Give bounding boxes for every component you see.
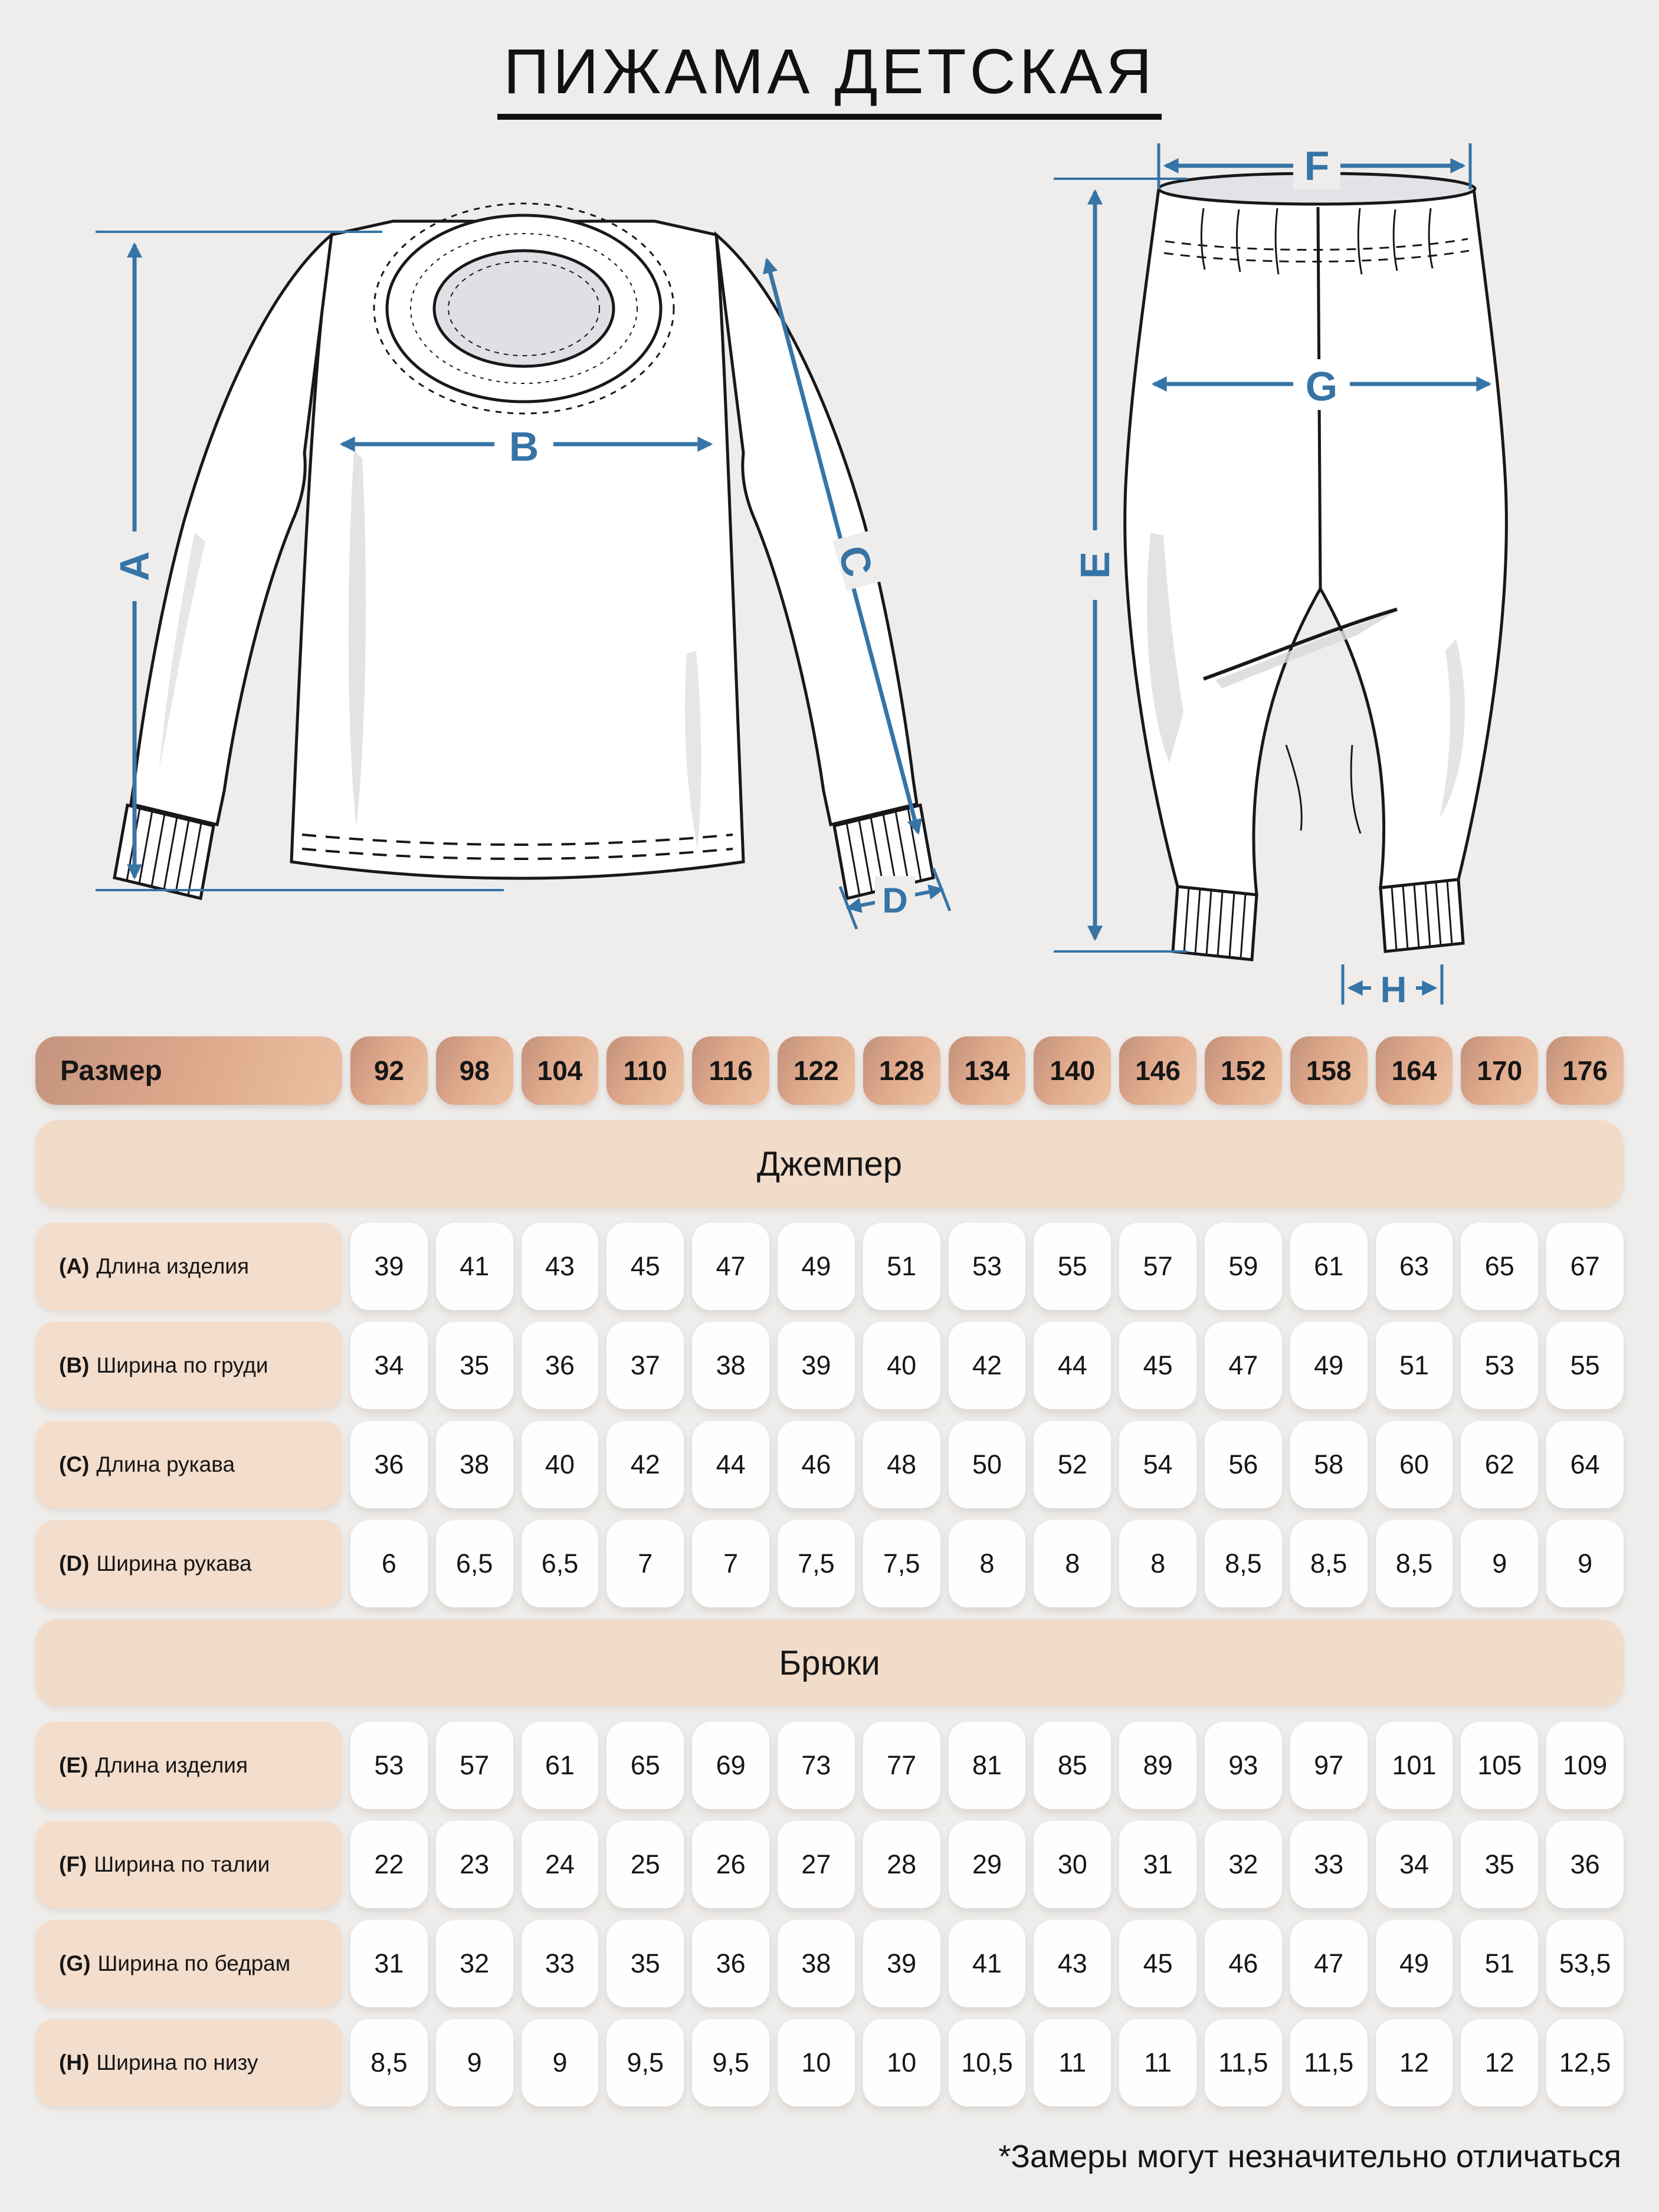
measure-value-cell: 29 xyxy=(949,1821,1026,1908)
size-cell: 110 xyxy=(606,1036,684,1105)
measure-value-cell: 8,5 xyxy=(1376,1520,1453,1607)
measure-value-cell: 44 xyxy=(692,1421,769,1508)
measure-value-cell: 40 xyxy=(522,1421,599,1508)
measure-value-cell: 97 xyxy=(1290,1722,1368,1809)
measure-value-cell: 54 xyxy=(1119,1421,1196,1508)
measure-value-cell: 41 xyxy=(436,1223,513,1310)
measure-label-A: A xyxy=(112,552,158,582)
measure-value-cell: 35 xyxy=(436,1322,513,1409)
measure-label-E: E xyxy=(1072,552,1118,579)
measure-arrow-H xyxy=(1343,963,1442,1005)
measure-value-cell: 47 xyxy=(1205,1322,1282,1409)
measure-label-text: Длина изделия xyxy=(96,1254,250,1279)
measure-value-cell: 34 xyxy=(1376,1821,1453,1908)
measure-value-cell: 11,5 xyxy=(1205,2019,1282,2106)
measure-value-cell: 51 xyxy=(1461,1920,1538,2007)
measure-value-cell: 9 xyxy=(522,2019,599,2106)
table-header-row xyxy=(35,1036,1624,1105)
measure-row-label xyxy=(35,1322,342,1409)
measure-value-cell: 9 xyxy=(436,2019,513,2106)
measure-value-cell: 24 xyxy=(522,1821,599,1908)
measure-label-text: Длина изделия xyxy=(95,1753,248,1778)
measure-value-cell: 8,5 xyxy=(350,2019,428,2106)
section-pants-title: Брюки xyxy=(779,1643,880,1682)
measure-value-cell: 33 xyxy=(522,1920,599,2007)
measure-value-cell: 11 xyxy=(1034,2019,1111,2106)
section-jumper xyxy=(35,1120,1624,1207)
measure-value-cell: 65 xyxy=(1461,1223,1538,1310)
measure-value-cell: 49 xyxy=(1376,1920,1453,2007)
measure-value-cell: 55 xyxy=(1546,1322,1624,1409)
measure-key: (B) xyxy=(59,1353,90,1378)
measure-value-cell: 12 xyxy=(1376,2019,1453,2106)
measure-row xyxy=(35,1520,1624,1607)
measure-key: (E) xyxy=(59,1753,88,1778)
measure-value-cell: 35 xyxy=(1461,1821,1538,1908)
measure-key: (C) xyxy=(59,1452,90,1477)
size-cell: 170 xyxy=(1461,1036,1538,1105)
measure-key: (G) xyxy=(59,1951,91,1976)
size-cell: 116 xyxy=(692,1036,769,1105)
measure-value-cell: 27 xyxy=(778,1821,855,1908)
measure-value-cell: 7 xyxy=(606,1520,684,1607)
measure-value-cell: 59 xyxy=(1205,1223,1282,1310)
measure-value-cell: 38 xyxy=(436,1421,513,1508)
measure-value-cell: 53,5 xyxy=(1546,1920,1624,2007)
size-cell: 128 xyxy=(863,1036,940,1105)
measure-label-text: Ширина по груди xyxy=(96,1353,268,1378)
section-pants xyxy=(35,1619,1624,1706)
measure-value-cell: 11,5 xyxy=(1290,2019,1368,2106)
measure-label-text: Ширина рукава xyxy=(96,1551,252,1576)
measure-row xyxy=(35,1821,1624,1908)
measure-value-cell: 39 xyxy=(778,1322,855,1409)
measure-row xyxy=(35,1920,1624,2007)
size-table xyxy=(35,1036,1624,2106)
measure-value-cell: 31 xyxy=(1119,1821,1196,1908)
measure-label-text: Длина рукава xyxy=(96,1452,235,1477)
measure-value-cell: 37 xyxy=(606,1322,684,1409)
measure-value-cell: 46 xyxy=(1205,1920,1282,2007)
measure-value-cell: 62 xyxy=(1461,1421,1538,1508)
size-cell: 122 xyxy=(778,1036,855,1105)
measure-label-text: Ширина по бедрам xyxy=(97,1951,291,1976)
measure-value-cell: 36 xyxy=(1546,1821,1624,1908)
measure-value-cell: 10,5 xyxy=(949,2019,1026,2106)
measure-value-cell: 105 xyxy=(1461,1722,1538,1809)
measure-value-cell: 42 xyxy=(606,1421,684,1508)
measure-value-cell: 93 xyxy=(1205,1722,1282,1809)
size-cell: 146 xyxy=(1119,1036,1196,1105)
page-title: ПИЖАМА ДЕТСКАЯ xyxy=(497,38,1161,120)
measure-value-cell: 39 xyxy=(863,1920,940,2007)
measure-value-cell: 36 xyxy=(350,1421,428,1508)
measure-value-cell: 41 xyxy=(949,1920,1026,2007)
measure-row xyxy=(35,2019,1624,2106)
measure-value-cell: 8 xyxy=(949,1520,1026,1607)
measure-value-cell: 7 xyxy=(692,1520,769,1607)
jumper-rows xyxy=(35,1223,1624,1607)
measure-value-cell: 49 xyxy=(778,1223,855,1310)
measure-value-cell: 34 xyxy=(350,1322,428,1409)
measure-value-cell: 50 xyxy=(949,1421,1026,1508)
measure-value-cell: 36 xyxy=(692,1920,769,2007)
measure-row-label xyxy=(35,1920,342,2007)
size-header-label: Размер xyxy=(35,1036,342,1105)
measure-label-text: Ширина по талии xyxy=(94,1852,270,1877)
measure-value-cell: 58 xyxy=(1290,1421,1368,1508)
measure-value-cell: 47 xyxy=(1290,1920,1368,2007)
size-cell: 92 xyxy=(350,1036,428,1105)
pants-rows xyxy=(35,1722,1624,2106)
measure-value-cell: 45 xyxy=(606,1223,684,1310)
measure-label-text: Ширина по низу xyxy=(96,2050,258,2075)
measure-row-label xyxy=(35,1722,342,1809)
measure-row-label xyxy=(35,1520,342,1607)
measure-value-cell: 57 xyxy=(436,1722,513,1809)
measure-value-cell: 7,5 xyxy=(778,1520,855,1607)
measure-value-cell: 6,5 xyxy=(436,1520,513,1607)
measure-value-cell: 73 xyxy=(778,1722,855,1809)
measure-value-cell: 89 xyxy=(1119,1722,1196,1809)
measure-value-cell: 81 xyxy=(949,1722,1026,1809)
measure-value-cell: 25 xyxy=(606,1821,684,1908)
measure-key: (H) xyxy=(59,2050,90,2075)
measure-value-cell: 45 xyxy=(1119,1322,1196,1409)
measure-value-cell: 8 xyxy=(1034,1520,1111,1607)
measure-value-cell: 77 xyxy=(863,1722,940,1809)
measure-value-cell: 51 xyxy=(863,1223,940,1310)
section-jumper-title: Джемпер xyxy=(756,1144,903,1183)
measure-value-cell: 61 xyxy=(522,1722,599,1809)
measure-value-cell: 55 xyxy=(1034,1223,1111,1310)
measure-key: (F) xyxy=(59,1852,87,1877)
measure-label-F: F xyxy=(1304,143,1330,189)
measure-value-cell: 61 xyxy=(1290,1223,1368,1310)
measure-value-cell: 10 xyxy=(778,2019,855,2106)
measure-label-G: G xyxy=(1305,363,1338,410)
measure-value-cell: 23 xyxy=(436,1821,513,1908)
size-cell: 176 xyxy=(1546,1036,1624,1105)
measure-value-cell: 85 xyxy=(1034,1722,1111,1809)
measure-value-cell: 38 xyxy=(692,1322,769,1409)
measure-value-cell: 9,5 xyxy=(606,2019,684,2106)
measure-key: (D) xyxy=(59,1551,90,1576)
measure-value-cell: 28 xyxy=(863,1821,940,1908)
measure-value-cell: 53 xyxy=(949,1223,1026,1310)
measure-row-label xyxy=(35,1421,342,1508)
measure-value-cell: 53 xyxy=(350,1722,428,1809)
measure-value-cell: 64 xyxy=(1546,1421,1624,1508)
measure-label-C: C xyxy=(829,541,882,582)
measure-value-cell: 39 xyxy=(350,1223,428,1310)
measure-value-cell: 51 xyxy=(1376,1322,1453,1409)
measure-value-cell: 9 xyxy=(1461,1520,1538,1607)
measure-value-cell: 22 xyxy=(350,1821,428,1908)
measure-value-cell: 56 xyxy=(1205,1421,1282,1508)
measure-value-cell: 7,5 xyxy=(863,1520,940,1607)
measure-value-cell: 40 xyxy=(863,1322,940,1409)
measure-value-cell: 31 xyxy=(350,1920,428,2007)
measure-row-label xyxy=(35,1223,342,1310)
measure-value-cell: 57 xyxy=(1119,1223,1196,1310)
measure-row xyxy=(35,1322,1624,1409)
measure-row xyxy=(35,1223,1624,1310)
measure-value-cell: 44 xyxy=(1034,1322,1111,1409)
measure-value-cell: 63 xyxy=(1376,1223,1453,1310)
measure-row xyxy=(35,1722,1624,1809)
measure-key: (A) xyxy=(59,1254,90,1279)
pants-drawing xyxy=(1125,173,1507,960)
measure-value-cell: 65 xyxy=(606,1722,684,1809)
size-cell: 158 xyxy=(1290,1036,1368,1105)
measure-value-cell: 53 xyxy=(1461,1322,1538,1409)
measure-value-cell: 10 xyxy=(863,2019,940,2106)
measurement-diagram xyxy=(0,120,1659,1005)
measure-value-cell: 43 xyxy=(522,1223,599,1310)
measure-value-cell: 46 xyxy=(778,1421,855,1508)
measure-value-cell: 67 xyxy=(1546,1223,1624,1310)
size-cell: 140 xyxy=(1034,1036,1111,1105)
measure-row xyxy=(35,1421,1624,1508)
measure-value-cell: 26 xyxy=(692,1821,769,1908)
measure-value-cell: 8,5 xyxy=(1205,1520,1282,1607)
measure-value-cell: 48 xyxy=(863,1421,940,1508)
measure-row-label xyxy=(35,1821,342,1908)
measure-value-cell: 12 xyxy=(1461,2019,1538,2106)
size-cell: 164 xyxy=(1376,1036,1453,1105)
measure-label-H: H xyxy=(1380,970,1407,1005)
measure-value-cell: 9 xyxy=(1546,1520,1624,1607)
measure-value-cell: 32 xyxy=(436,1920,513,2007)
jumper-drawing xyxy=(114,204,933,898)
measure-value-cell: 33 xyxy=(1290,1821,1368,1908)
size-cell: 152 xyxy=(1205,1036,1282,1105)
measure-value-cell: 69 xyxy=(692,1722,769,1809)
size-cell: 98 xyxy=(436,1036,513,1105)
measure-value-cell: 30 xyxy=(1034,1821,1111,1908)
measure-value-cell: 8,5 xyxy=(1290,1520,1368,1607)
measure-value-cell: 47 xyxy=(692,1223,769,1310)
measure-value-cell: 60 xyxy=(1376,1421,1453,1508)
measure-value-cell: 52 xyxy=(1034,1421,1111,1508)
measure-value-cell: 101 xyxy=(1376,1722,1453,1809)
measure-row-label xyxy=(35,2019,342,2106)
measure-label-B: B xyxy=(509,424,539,470)
measure-label-D: D xyxy=(882,881,908,921)
measure-value-cell: 109 xyxy=(1546,1722,1624,1809)
measure-value-cell: 9,5 xyxy=(692,2019,769,2106)
measure-value-cell: 6,5 xyxy=(522,1520,599,1607)
measure-value-cell: 38 xyxy=(778,1920,855,2007)
measure-value-cell: 6 xyxy=(350,1520,428,1607)
measure-value-cell: 8 xyxy=(1119,1520,1196,1607)
measure-value-cell: 49 xyxy=(1290,1322,1368,1409)
measure-value-cell: 43 xyxy=(1034,1920,1111,2007)
measure-value-cell: 42 xyxy=(949,1322,1026,1409)
measure-value-cell: 35 xyxy=(606,1920,684,2007)
measure-value-cell: 12,5 xyxy=(1546,2019,1624,2106)
size-cell: 104 xyxy=(522,1036,599,1105)
measure-value-cell: 45 xyxy=(1119,1920,1196,2007)
measure-value-cell: 11 xyxy=(1119,2019,1196,2106)
footnote: *Замеры могут незначительно отличаться xyxy=(998,2139,1621,2175)
measure-value-cell: 36 xyxy=(522,1322,599,1409)
size-cell: 134 xyxy=(949,1036,1026,1105)
measure-value-cell: 32 xyxy=(1205,1821,1282,1908)
